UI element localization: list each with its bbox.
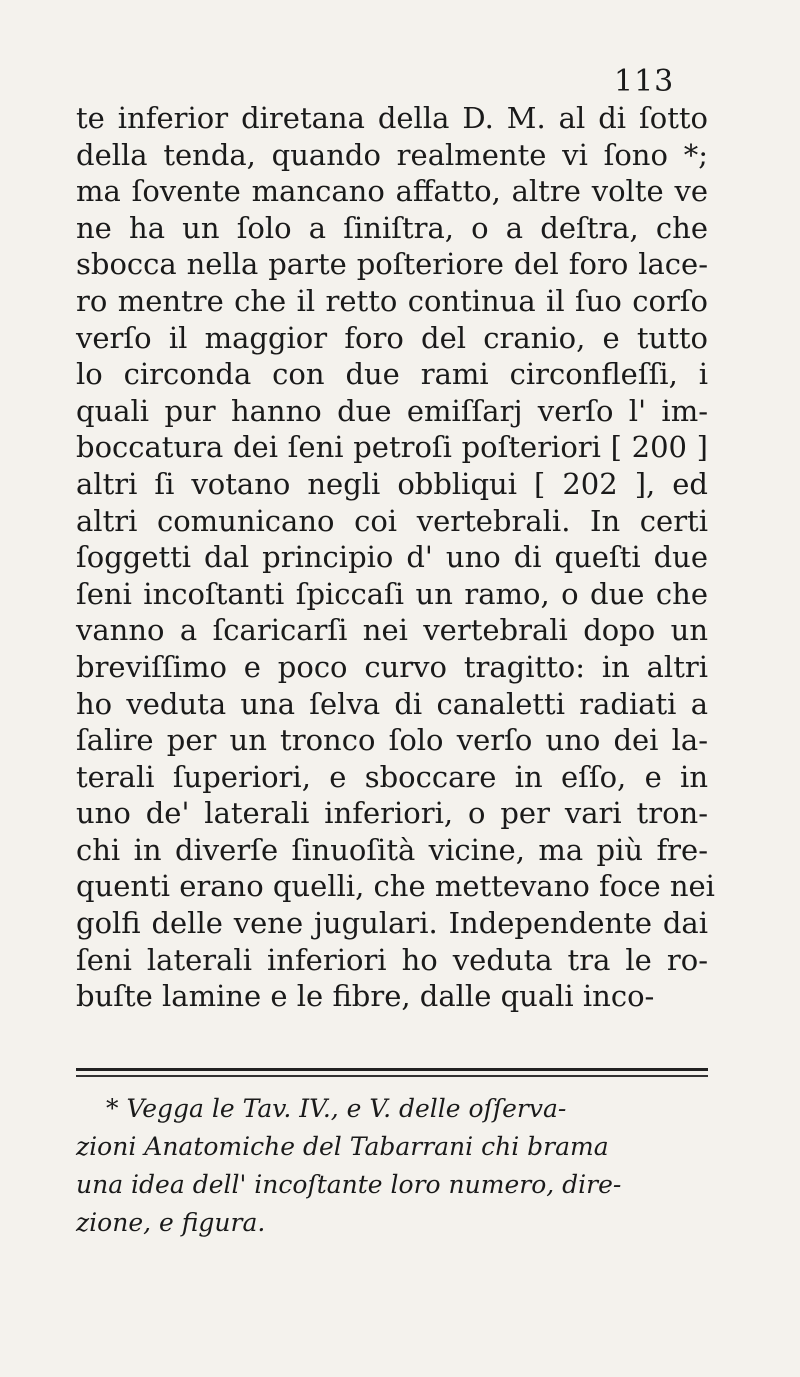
text-line: terali ſuperiori, e sboccare in eſſo, e in bbox=[76, 759, 708, 794]
text-line: ro mentre che il retto continua il ſuo corſo bbox=[76, 283, 708, 318]
text-line: ho veduta una ſelva di canaletti radiati a bbox=[76, 686, 708, 721]
text-line: verſo il maggior foro del cranio, e tutto bbox=[76, 320, 708, 355]
text-line: ſeni laterali inferiori ho veduta tra le ro- bbox=[76, 942, 708, 977]
text-line: golfi delle vene jugulari. Independente dai bbox=[76, 906, 708, 941]
footnote bbox=[76, 1090, 708, 1242]
footnote-divider bbox=[76, 1068, 708, 1071]
footnote-line: una idea dell' incoſtante loro numero, dire- bbox=[76, 1170, 622, 1199]
text-line: quali pur hanno due emiſſarj verſo l' im- bbox=[76, 393, 708, 428]
page-number: 113 bbox=[614, 64, 675, 99]
footnote-line: zione, e figura. bbox=[76, 1208, 266, 1237]
footnote-line: zioni Anatomiche del Tabarrani chi brama bbox=[76, 1132, 609, 1161]
text-line: boccatura dei ſeni petroſi poſteriori [ 200 ] bbox=[76, 430, 708, 465]
text-line: vanno a ſcaricarſi nei vertebrali dopo un bbox=[76, 613, 708, 648]
text-line: ma ſovente mancano affatto, altre volte ve bbox=[76, 174, 708, 209]
text-line: te inferior diretana della D. M. al di ſotto bbox=[76, 101, 708, 135]
text-line: sbocca nella parte poſteriore del foro lace- bbox=[76, 247, 708, 282]
text-line: ſalire per un tronco ſolo verſo uno dei la- bbox=[76, 723, 708, 758]
text-line: buſte lamine e le fibre, dalle quali inco- bbox=[76, 979, 655, 1014]
text-line: ſeni incoſtanti ſpiccaſi un ramo, o due che bbox=[76, 576, 708, 611]
text-line: uno de' laterali inferiori, o per vari tron- bbox=[76, 796, 708, 831]
text-line: altri comunicano coi vertebrali. In certi bbox=[76, 503, 708, 538]
body-text bbox=[76, 100, 715, 1015]
text-line: altri ſi votano negli obbliqui [ 202 ], ed bbox=[76, 466, 708, 501]
footnote-line: * Vegga le Tav. IV., e V. delle oſſerva- bbox=[106, 1094, 567, 1123]
text-line: quenti erano quelli, che mettevano foce nei bbox=[76, 869, 715, 904]
text-line: breviſſimo e poco curvo tragitto: in altri bbox=[76, 649, 708, 684]
text-line: ſoggetti dal principio d' uno di queſti due bbox=[76, 540, 708, 575]
text-line: della tenda, quando realmente vi ſono *; bbox=[76, 137, 708, 172]
footnote-divider-secondary bbox=[76, 1075, 708, 1077]
text-line: ne ha un ſolo a ſiniſtra, o a deſtra, che bbox=[76, 210, 708, 245]
text-line: lo circonda con due rami circonfleſſi, i bbox=[76, 357, 708, 392]
text-line: chi in diverſe ſinuoſità vicine, ma più fre- bbox=[76, 832, 708, 867]
